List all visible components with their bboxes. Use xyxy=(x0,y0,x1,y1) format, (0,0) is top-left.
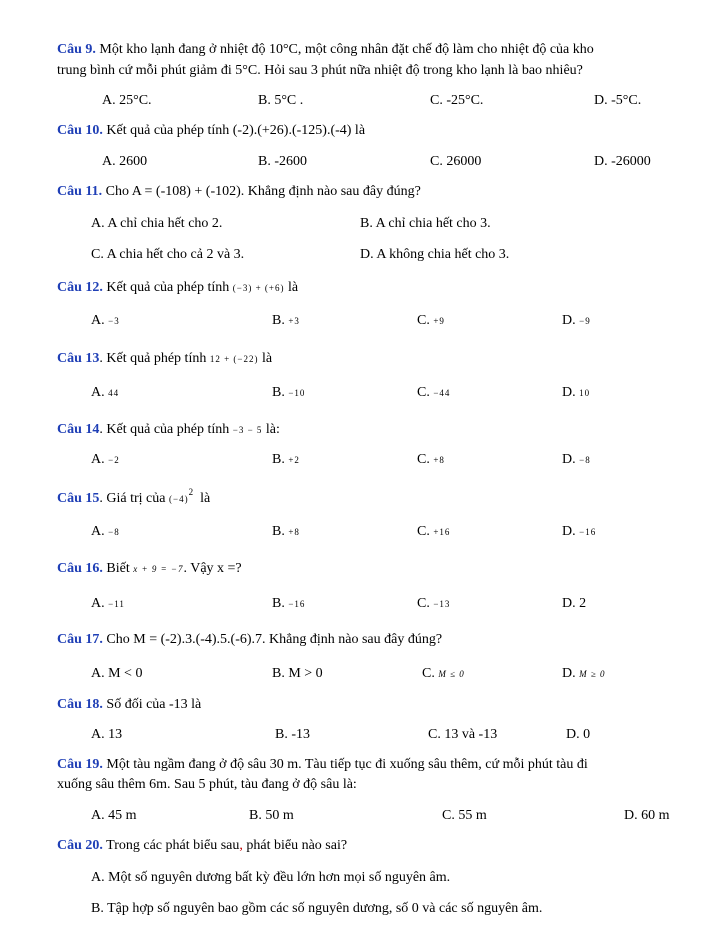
question-number: Câu 19. xyxy=(57,757,103,772)
question-15 xyxy=(57,487,211,508)
question-tail: là xyxy=(287,280,299,295)
option-a: A. 13 xyxy=(91,727,123,742)
option-d: D. 0 xyxy=(566,727,591,742)
option-b: B. -2600 xyxy=(258,154,307,169)
question-text: Trong các phát biểu sau xyxy=(106,838,240,853)
option-b: B. +8 xyxy=(272,524,300,539)
question-text: Kết quả của phép tính xyxy=(106,280,230,295)
option-d: D. A không chia hết cho 3. xyxy=(360,247,510,262)
question-number: Câu 11. xyxy=(57,184,103,199)
option-a: A. 44 xyxy=(91,385,120,400)
question-10 xyxy=(57,122,365,139)
question-text: Biết xyxy=(106,561,130,576)
question-17 xyxy=(57,631,442,648)
math-expression: (−4) xyxy=(169,494,189,504)
option-a: A. −11 xyxy=(91,596,125,611)
option-c: C. −13 xyxy=(417,596,451,611)
option-c: C. +9 xyxy=(417,313,445,328)
question-tail: là xyxy=(261,351,273,366)
question-tail: là xyxy=(200,491,211,506)
option-d: D. -26000 xyxy=(594,154,651,169)
option-d: D. -5°C. xyxy=(594,93,642,108)
option-b: B. A chỉ chia hết cho 3. xyxy=(360,216,491,231)
math-expression: x + 9 = −7 xyxy=(133,564,184,574)
question-number: Câu 10. xyxy=(57,123,103,138)
option-a: A. A chỉ chia hết cho 2. xyxy=(91,216,223,231)
question-text: Kết quả của phép tính (-2).(+26).(-125).(-4) là xyxy=(106,123,366,138)
option-c: C. 55 m xyxy=(442,808,487,823)
question-number: Câu 14 xyxy=(57,422,100,437)
question-9-line-1 xyxy=(57,41,594,58)
red-comma: , xyxy=(239,838,243,853)
question-tail: . Vậy x =? xyxy=(183,561,242,576)
option-d: D. M ≥ 0 xyxy=(562,666,606,681)
question-text: Cho M = (-2).3.(-4).5.(-6).7. Khẳng định nào sau đây đúng? xyxy=(106,632,443,647)
question-text: Một kho lạnh đang ở nhiệt độ 10°C, một công nhân đặt chế độ làm cho nhiệt độ của kho xyxy=(99,42,594,57)
option-b: B. 50 m xyxy=(249,808,294,823)
question-number: Câu 16. xyxy=(57,561,103,576)
option-b: B. 5°C . xyxy=(258,93,304,108)
option-d: D. 10 xyxy=(562,385,591,400)
question-text: Cho A = (-108) + (-102). Khẳng định nào sau đây đúng? xyxy=(105,184,421,199)
question-text: Số đối của -13 là xyxy=(106,697,202,712)
option-a: A. 2600 xyxy=(102,154,148,169)
question-text: . Giá trị của xyxy=(99,491,166,506)
option-d: D. −8 xyxy=(562,452,591,467)
option-b: B. Tập hợp số nguyên bao gồm các số nguyên dương, số 0 và các số nguyên âm. xyxy=(91,901,543,916)
option-b: B. -13 xyxy=(275,727,310,742)
math-expression: 12 + (−22) xyxy=(209,354,259,364)
question-number: Câu 20. xyxy=(57,838,103,853)
option-a: A. Một số nguyên dương bất kỳ đều lớn hơn mọi số nguyên âm. xyxy=(91,870,451,885)
question-number: Câu 12. xyxy=(57,280,103,295)
question-19-line-1 xyxy=(57,756,588,773)
question-13 xyxy=(57,350,272,368)
question-tail: là: xyxy=(265,422,280,437)
option-b: B. +2 xyxy=(272,452,300,467)
option-c: C. M ≤ 0 xyxy=(422,666,465,681)
option-a: A. −2 xyxy=(91,452,120,467)
option-d: D. −16 xyxy=(562,524,597,539)
option-c: C. −44 xyxy=(417,385,451,400)
question-text: . Kết quả của phép tính xyxy=(99,422,230,437)
option-c: C. A chia hết cho cả 2 và 3. xyxy=(91,247,245,262)
question-12 xyxy=(57,279,298,297)
option-d: D. 2 xyxy=(562,596,587,611)
option-c: C. +16 xyxy=(417,524,451,539)
option-a: A. M < 0 xyxy=(91,666,143,681)
question-text: . Kết quả phép tính xyxy=(99,351,207,366)
option-a: A. −8 xyxy=(91,524,120,539)
option-c: C. 13 và -13 xyxy=(428,727,498,742)
question-number: Câu 15 xyxy=(57,491,100,506)
option-d: D. 60 m xyxy=(624,808,670,823)
question-14 xyxy=(57,421,280,439)
option-c: C. 26000 xyxy=(430,154,482,169)
option-b: B. M > 0 xyxy=(272,666,323,681)
question-text-tail: phát biểu nào sai? xyxy=(242,838,348,853)
question-18 xyxy=(57,696,201,713)
option-b: B. +3 xyxy=(272,313,300,328)
question-number: Câu 9. xyxy=(57,42,96,57)
question-20 xyxy=(57,837,347,854)
question-16 xyxy=(57,560,242,578)
question-19-line-2: xuống sâu thêm 6m. Sau 5 phút, tàu đang ở độ sâu là: xyxy=(57,777,357,792)
option-a: A. −3 xyxy=(91,313,120,328)
option-d: D. −9 xyxy=(562,313,591,328)
option-c: C. -25°C. xyxy=(430,93,484,108)
question-text: Một tàu ngầm đang ở độ sâu 30 m. Tàu tiếp tục đi xuống sâu thêm, cứ mỗi phút tàu đi xyxy=(106,757,588,772)
question-number: Câu 18. xyxy=(57,697,103,712)
question-number: Câu 17. xyxy=(57,632,103,647)
option-c: C. +8 xyxy=(417,452,445,467)
math-expression: −3 − 5 xyxy=(232,425,263,435)
option-b: B. −10 xyxy=(272,385,306,400)
option-b: B. −16 xyxy=(272,596,306,611)
math-expression: (−3) + (+6) xyxy=(232,283,285,293)
option-a: A. 25°C. xyxy=(102,93,152,108)
question-9-line-2: trung bình cứ mỗi phút giảm đi 5°C. Hỏi sau 3 phút nữa nhiệt độ trong kho lạnh là bao nhiêu? xyxy=(57,63,583,78)
option-a: A. 45 m xyxy=(91,808,137,823)
exponent: 2 xyxy=(188,487,194,498)
question-11 xyxy=(57,183,421,200)
question-number: Câu 13 xyxy=(57,351,100,366)
